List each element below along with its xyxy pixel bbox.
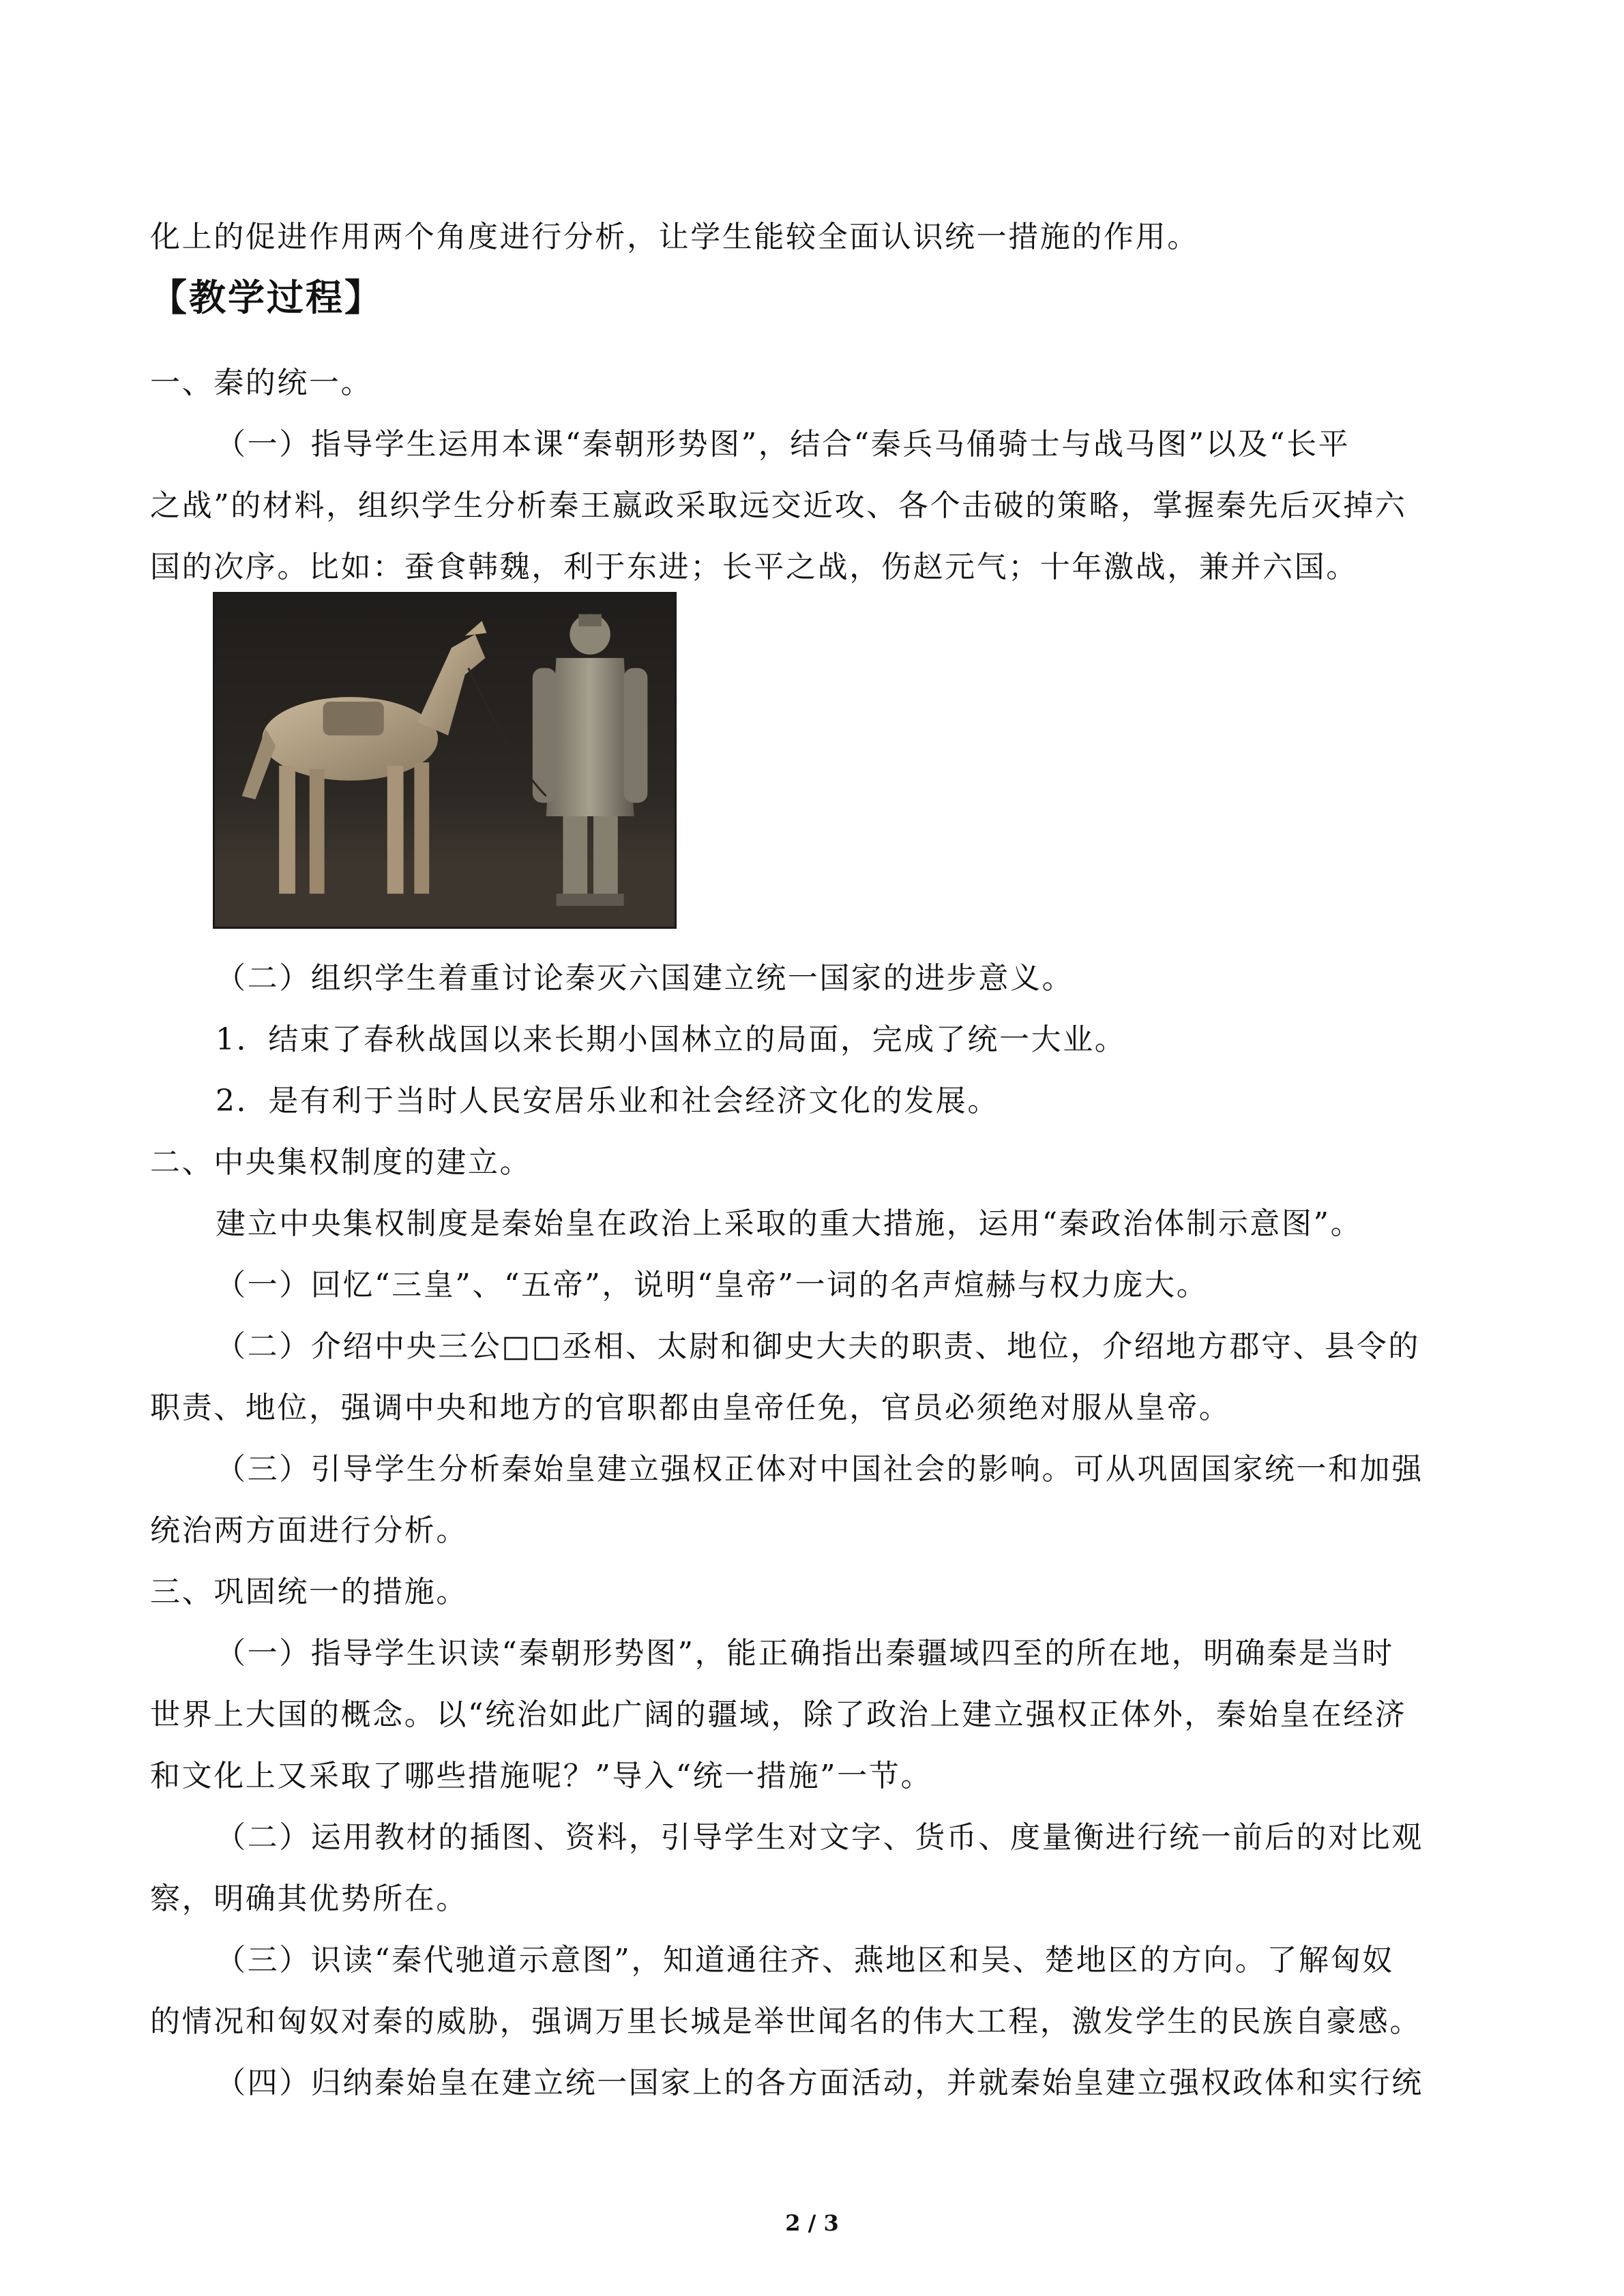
section2-p0: 建立中央集权制度是秦始皇在政治上采取的重大措施，运用“秦政治体制示意图”。 xyxy=(216,1206,1363,1241)
section3-title: 三、巩固统一的措施。 xyxy=(150,1575,468,1609)
section3-p3-line2: 的情况和匈奴对秦的威胁，强调万里长城是举世闻名的伟大工程，激发学生的民族自豪感。 xyxy=(150,2004,1421,2039)
intro-line: 化上的促进作用两个角度进行分析，让学生能较全面认识统一措施的作用。 xyxy=(150,220,1199,254)
section3-p1-line1: （一）指导学生识读“秦朝形势图”，能正确指出秦疆域四至的所在地，明确秦是当时 xyxy=(216,1636,1394,1671)
section3-p1-line3: 和文化上又采取了哪些措施呢？”导入“统一措施”一节。 xyxy=(150,1759,933,1793)
section3-p2-line2: 察，明确其优势所在。 xyxy=(150,1881,468,1916)
section3-p4: （四）归纳秦始皇在建立统一国家上的各方面活动，并就秦始皇建立强权政体和实行统 xyxy=(216,2066,1423,2100)
section1-p1-line2: 之战”的材料，组织学生分析秦王嬴政采取远交近攻、各个击破的策略，掌握秦先后灭掉六 xyxy=(150,488,1407,523)
section3-p1-line2: 世界上大国的概念。以“统治如此广阔的疆域，除了政治上建立强权正体外，秦始皇在经济 xyxy=(150,1697,1407,1732)
section2-p3-line2: 统治两方面进行分析。 xyxy=(150,1513,468,1548)
section2-p3-line1: （三）引导学生分析秦始皇建立强权正体对中国社会的影响。可从巩固国家统一和加强 xyxy=(216,1452,1423,1487)
section1-p1-line3: 国的次序。比如：蚕食韩魏，利于东进；长平之战，伤赵元气；十年激战，兼并六国。 xyxy=(150,550,1358,584)
section2-p2-line1: （二）介绍中央三公□□丞相、太尉和御史大夫的职责、地位，介绍地方郡守、县令的 xyxy=(216,1329,1420,1364)
page-number: 2 / 3 xyxy=(785,2210,839,2236)
section2-p1: （一）回忆“三皇”、“五帝”，说明“皇帝”一词的名声煊赫与权力庞大。 xyxy=(216,1268,1209,1302)
terracotta-horse-and-warrior-photo xyxy=(213,592,677,929)
section1-item1: 1．结束了春秋战国以来长期小国林立的局面，完成了统一大业。 xyxy=(216,1022,1127,1057)
section3-p3-line1: （三）识读“秦代驰道示意图”，知道通往齐、燕地区和吴、楚地区的方向。了解匈奴 xyxy=(216,1943,1394,1978)
section1-item2: 2．是有利于当时人民安居乐业和社会经济文化的发展。 xyxy=(216,1084,999,1118)
section2-title: 二、中央集权制度的建立。 xyxy=(150,1145,532,1180)
section3-p2-line1: （二）运用教材的插图、资料，引导学生对文字、货币、度量衡进行统一前后的对比观 xyxy=(216,1820,1423,1855)
section-heading-teaching-process: 【教学过程】 xyxy=(150,276,383,319)
section1-p1-line1: （一）指导学生运用本课“秦朝形势图”，结合“秦兵马俑骑士与战马图”以及“长平 xyxy=(216,427,1350,462)
section2-p2-line2: 职责、地位，强调中央和地方的官职都由皇帝任免，官员必须绝对服从皇帝。 xyxy=(150,1390,1231,1425)
section1-p2: （二）组织学生着重讨论秦灭六国建立统一国家的进步意义。 xyxy=(216,961,1074,996)
section1-title: 一、秦的统一。 xyxy=(150,366,373,400)
